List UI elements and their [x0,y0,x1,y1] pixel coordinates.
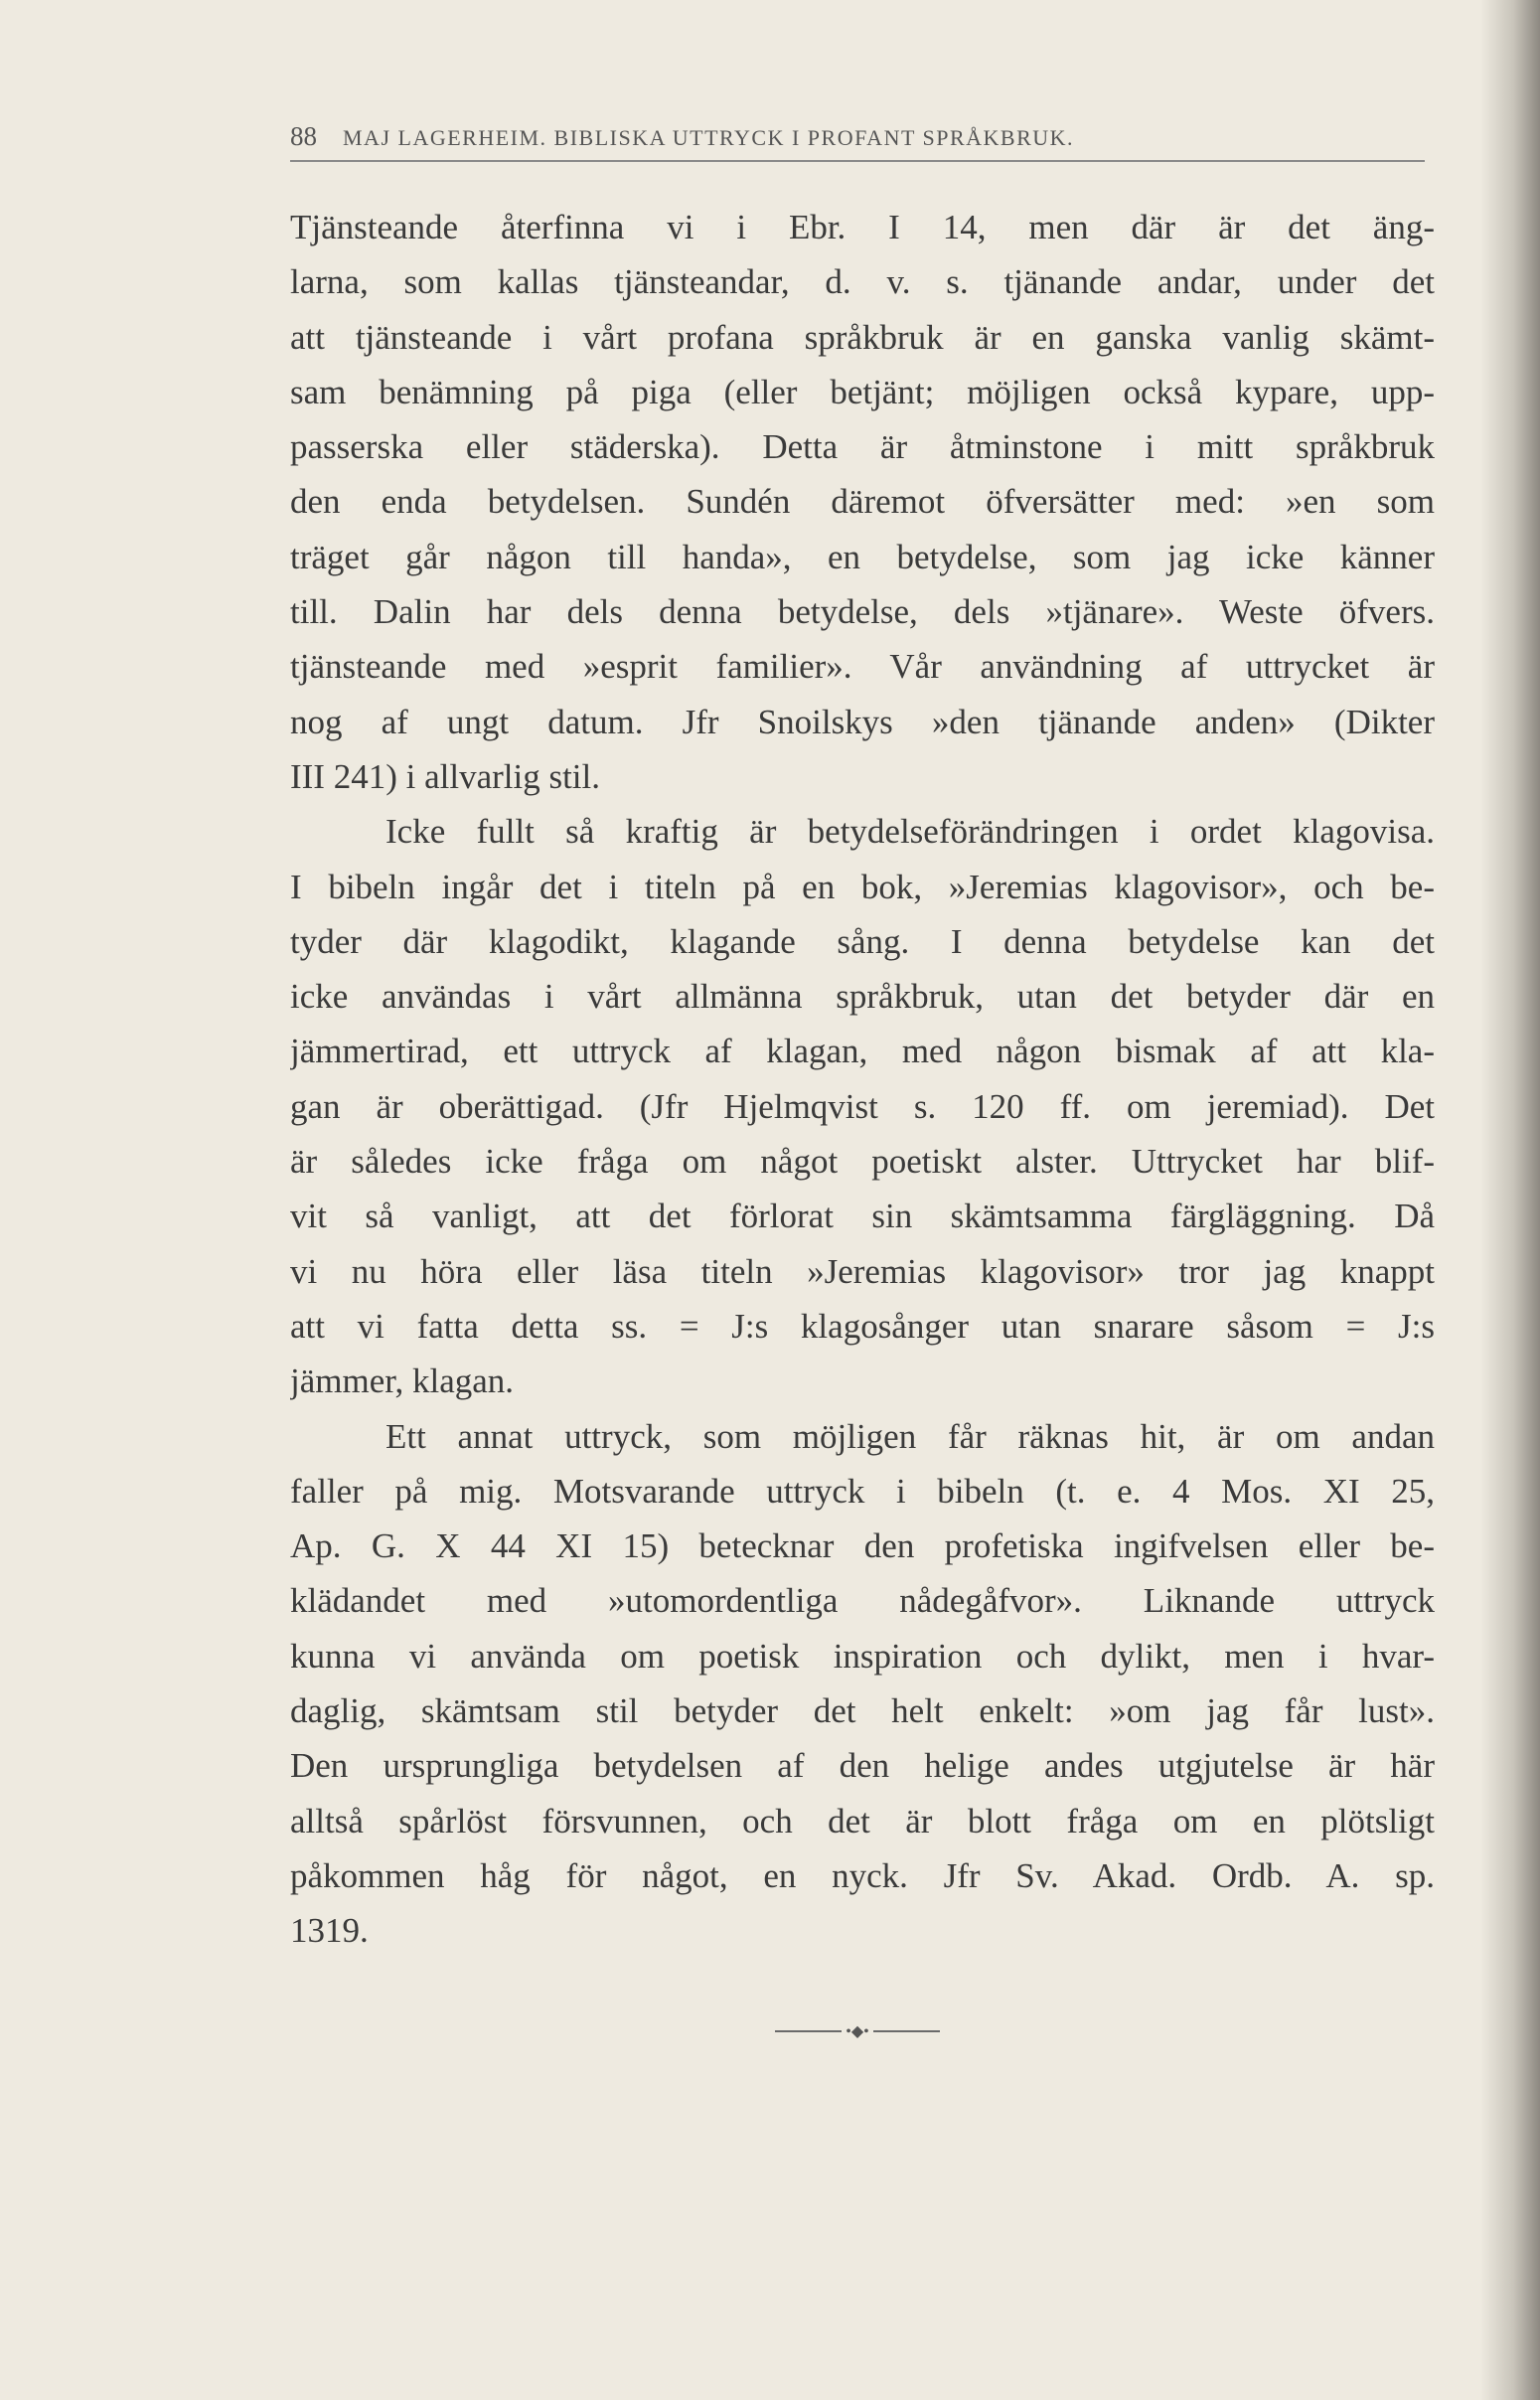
text-line: daglig, skämtsam stil betyder det helt enkelt: »om jag får lust». [290,1691,1435,1731]
running-title: MAJ LAGERHEIM. BIBLISKA UTTRYCK I PROFANT SPRÅKBRUK. [343,125,1075,150]
body-text [290,200,1435,1959]
text-line: träget går någon till handa», en betydelse, som jag icke känner [290,537,1435,576]
text-line: passerska eller städerska). Detta är åtminstone i mitt språkbruk [290,427,1435,467]
separator-rule-right [873,2030,940,2032]
text-line: icke användas i vårt allmänna språkbruk, utan det betyder där en [290,977,1435,1017]
running-header [290,121,1425,162]
text-line: till. Dalin har dels denna betydelse, dels »tjänare». Weste öfvers. [290,592,1435,632]
text-line: 1319. [290,1911,369,1951]
text-line: Icke fullt så kraftig är betydelseförändringen i ordet klagovisa. [385,812,1435,852]
text-line: gan är oberättigad. (Jfr Hjelmqvist s. 120 ff. om jeremiad). Det [290,1086,1435,1126]
paragraph [290,200,1435,804]
page-number: 88 [290,121,317,151]
text-line: att vi fatta detta ss. = J:s klagosånger utan snarare såsom = J:s [290,1306,1435,1346]
text-line: Ap. G. X 44 XI 15) betecknar den profetiska ingifvelsen eller be- [290,1526,1435,1566]
text-line: vi nu höra eller läsa titeln »Jeremias klagovisor» tror jag knappt [290,1251,1435,1291]
text-line: larna, som kallas tjänsteandar, d. v. s. tjänande andar, under det [290,262,1435,302]
text-line: tjänsteande med »esprit familier». Vår användning af uttrycket är [290,647,1435,687]
text-line: sam benämning på piga (eller betjänt; möjligen också kypare, upp- [290,372,1435,411]
text-line: Tjänsteande återfinna vi i Ebr. I 14, men där är det äng- [290,208,1435,246]
text-line: klädandet med »utomordentliga nådegåfvor». Liknande uttryck [290,1581,1435,1621]
text-line: kunna vi använda om poetisk inspiration och dylikt, men i hvar- [290,1636,1435,1676]
text-line: påkommen håg för något, en nyck. Jfr Sv. Akad. Ordb. A. sp. [290,1855,1435,1895]
section-separator [775,2021,940,2041]
text-line: tyder där klagodikt, klagande sång. I denna betydelse kan det [290,921,1435,961]
text-line: den enda betydelsen. Sundén däremot öfversätter med: »en som [290,482,1435,522]
text-line: I bibeln ingår det i titeln på en bok, »Jeremias klagovisor», och be- [290,867,1435,906]
page-edge-shadow [1480,0,1540,2400]
text-line: jämmer, klagan. [290,1361,515,1401]
text-line: jämmertirad, ett uttryck af klagan, med någon bismak af att kla- [290,1032,1435,1071]
text-line: nog af ungt datum. Jfr Snoilskys »den tjänande anden» (Dikter [290,702,1435,741]
text-line: Den ursprungliga betydelsen af den helige andes utgjutelse är här [290,1746,1435,1786]
separator-ornament: •◆• [846,2023,869,2040]
text-line: är således icke fråga om något poetiskt alster. Uttrycket har blif- [290,1142,1435,1182]
text-line: faller på mig. Motsvarande uttryck i bibeln (t. e. 4 Mos. XI 25, [290,1471,1435,1511]
paragraph [290,1409,1435,1959]
text-line: Ett annat uttryck, som möjligen får räknas hit, är om andan [385,1416,1435,1456]
text-line: vit så vanligt, att det förlorat sin skämtsamma färgläggning. Då [290,1197,1435,1236]
text-line: alltså spårlöst försvunnen, och det är blott fråga om en plötsligt [290,1801,1435,1840]
text-line: att tjänsteande i vårt profana språkbruk är en ganska vanlig skämt- [290,317,1435,357]
separator-rule-left [775,2030,842,2032]
text-line: III 241) i allvarlig stil. [290,756,601,796]
paragraph [290,804,1435,1408]
